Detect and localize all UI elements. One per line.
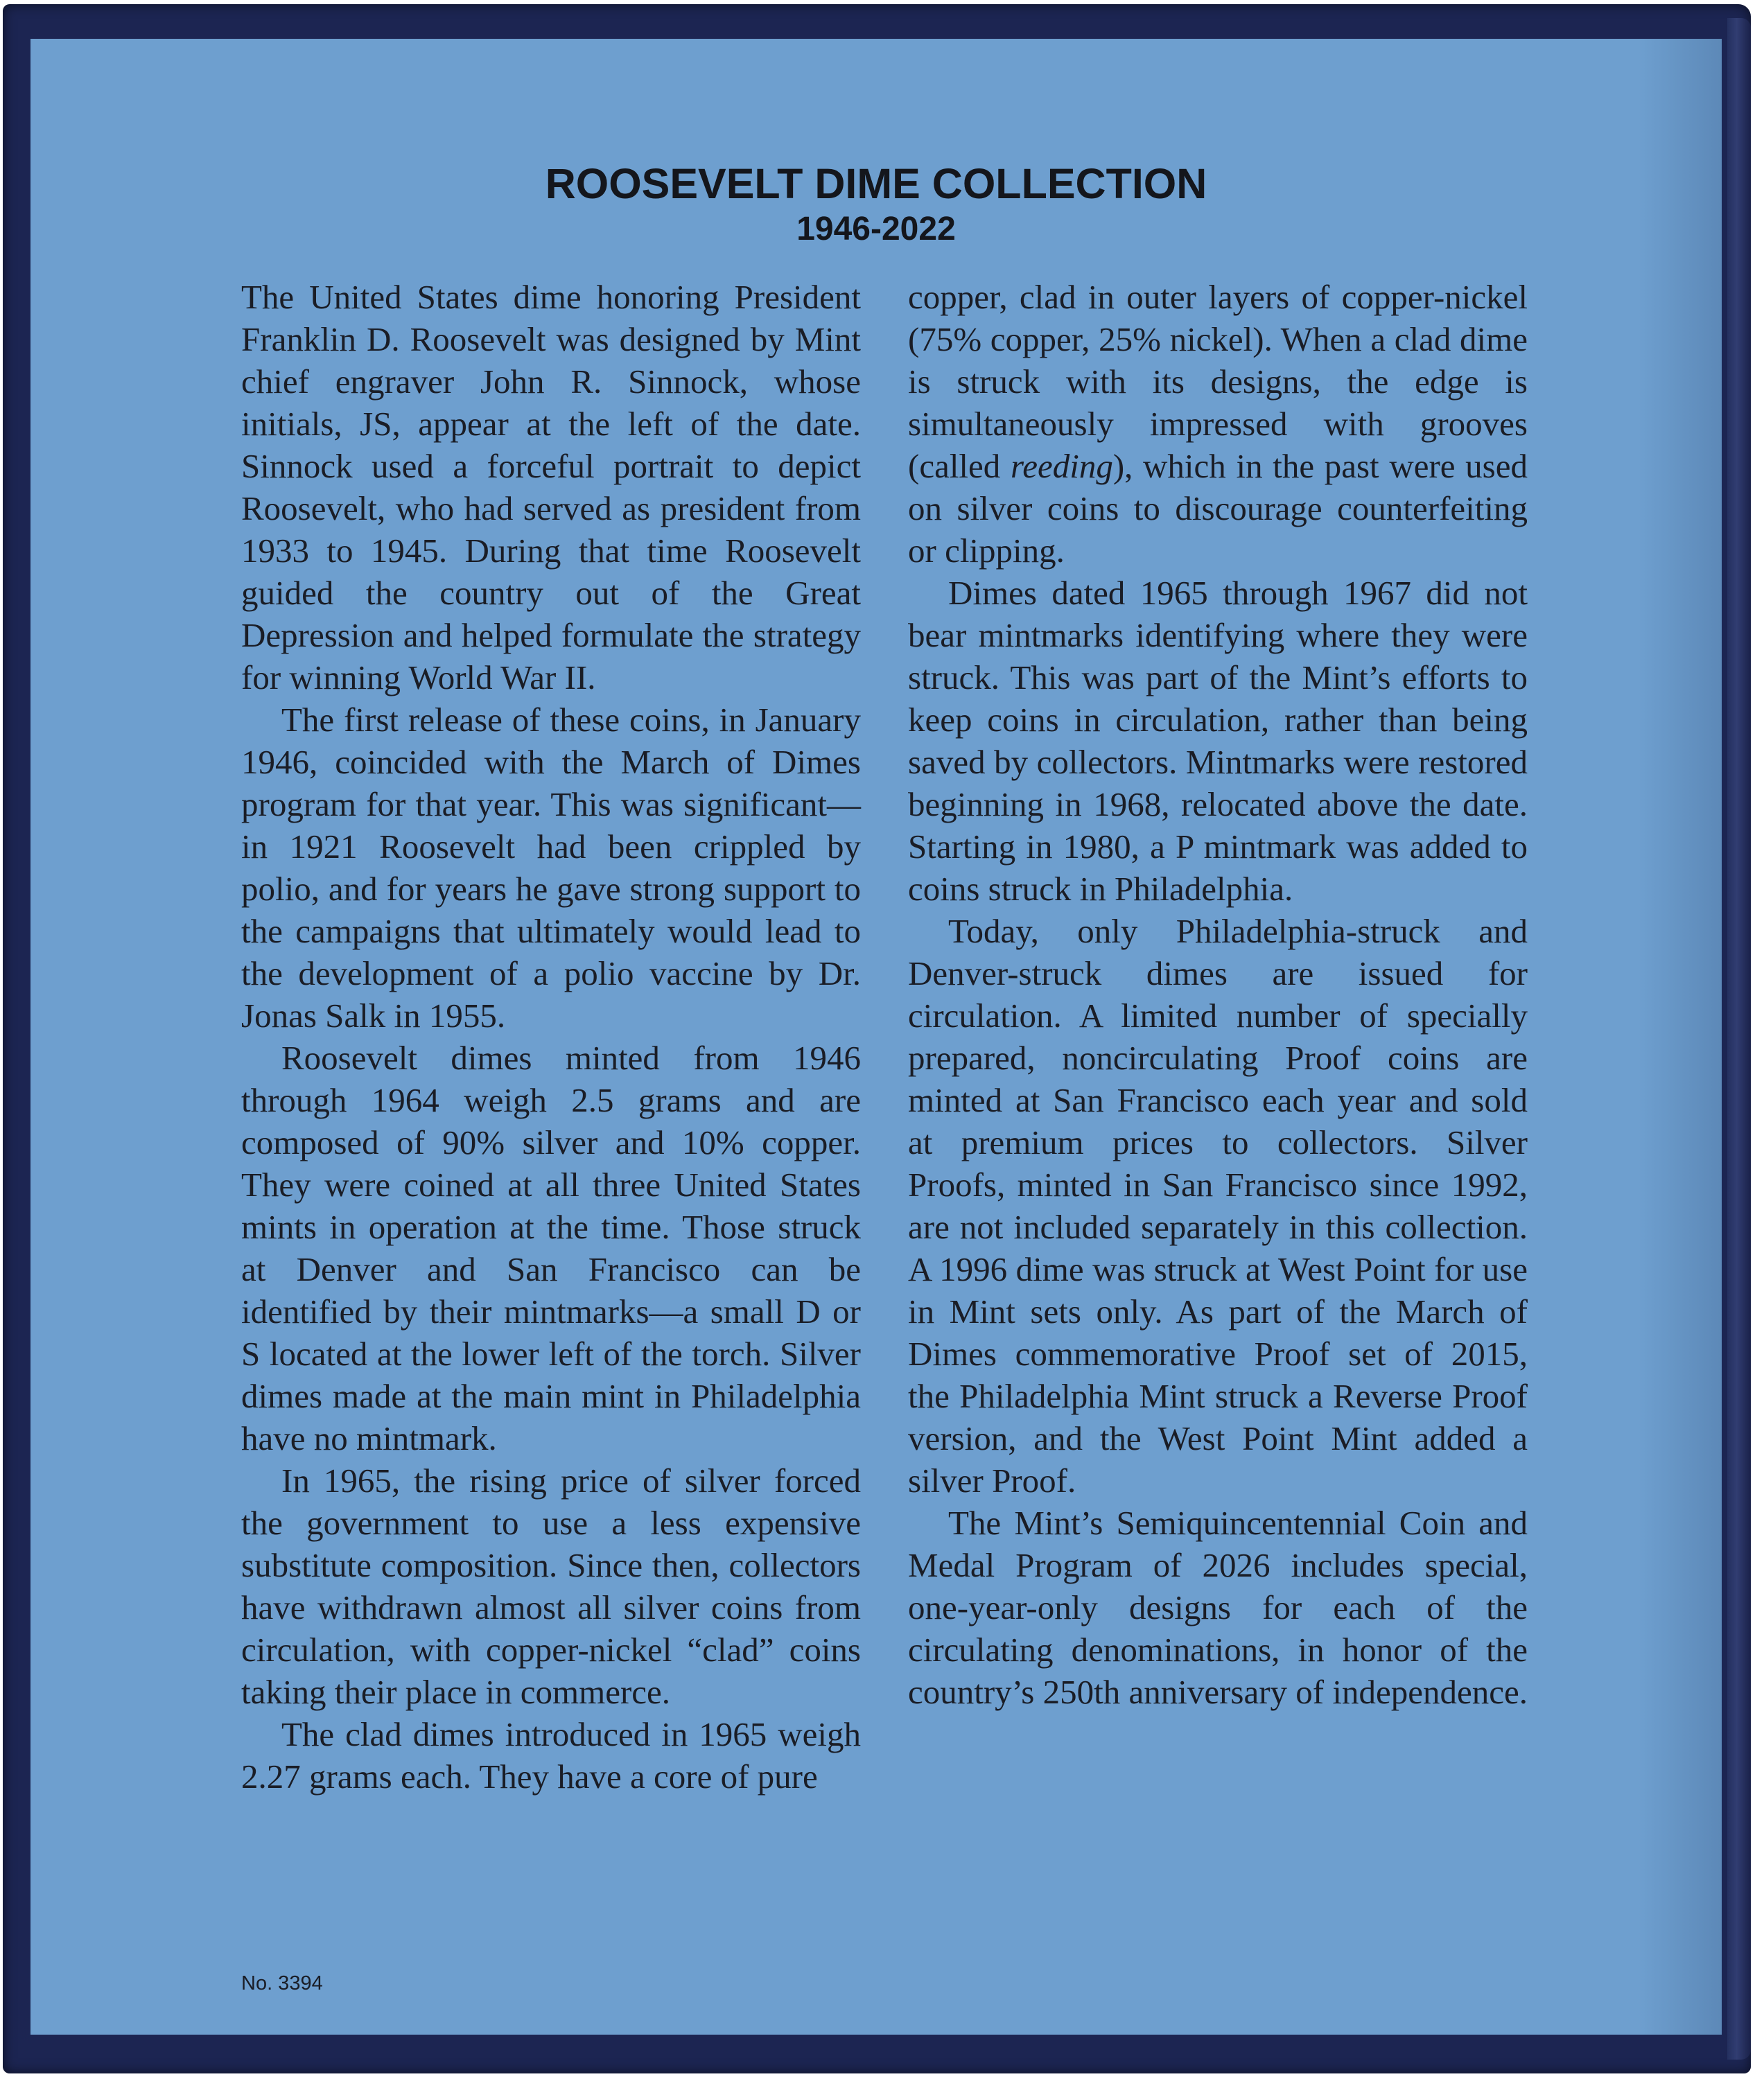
book-cover: [3, 4, 1751, 2073]
paragraph: The first release of these coins, in January 1946, coincided with the March of Dimes program for that year. This was significant—in 1921 Roosevelt had been crippled by polio, and for years he gave strong support to the campaigns that ultimately would lead to the development of a polio vaccine by Dr. Jonas Salk in 1955.: [241, 701, 861, 1035]
catalog-number: No. 3394: [241, 1972, 323, 1994]
date-range: 1946-2022: [796, 211, 956, 247]
emphasis-term: reeding: [1010, 447, 1113, 485]
paragraph: Dimes dated 1965 through 1967 did not bear mintmarks identifying where they were struck. This was part of the Mint’s efforts to keep coins in circulation, rather than being saved by collectors. Mintmarks were restored beginning in 1968, relocated above the date. Starting in 1980, a P mintmark was added to coins struck in Philadelphia.: [908, 574, 1528, 908]
paragraph: The United States dime honoring President Franklin D. Roosevelt was designed by Mint chief engraver John R. Sinnock, whose initials, JS, appear at the left of the date. Sinnock used a forceful portrait to depict Roosevelt, who had served as president from 1933 to 1945. During that time Roosevelt guided the country out of the Great Depression and helped formulate the strategy for winning World War II.: [241, 278, 861, 696]
left-column: [241, 276, 861, 1798]
right-column: [908, 276, 1528, 1713]
page-title: ROOSEVELT DIME COLLECTION: [545, 160, 1207, 207]
text-panel: [30, 39, 1722, 2035]
spine-edge: [1727, 18, 1751, 2060]
paragraph: [908, 276, 1528, 572]
paragraph-text: copper, clad in outer layers of copper-nickel (75% copper, 25% nickel). When a clad dime is struck with its designs, the edge is simultaneously impressed with grooves (called: [908, 278, 1528, 485]
paragraph: The Mint’s Semiquincentennial Coin and Medal Program of 2026 includes special, one-year-only designs for each of the circulating denominations, in honor of the country’s 250th anniversary of independence.: [908, 1504, 1528, 1711]
paragraph: In 1965, the rising price of silver forced the government to use a less expensive substitute composition. Since then, collectors have withdrawn almost all silver coins from circulation, with copper-nickel “clad” coins taking their place in commerce.: [241, 1462, 861, 1711]
paragraph-text: ), which in the past were used on silver coins to discourage counterfeiting or clipping.: [908, 447, 1528, 570]
paragraph: Roosevelt dimes minted from 1946 through 1964 weigh 2.5 grams and are composed of 90% silver and 10% copper. They were coined at all three United States mints in operation at the time. Those struck at Denver and San Francisco can be identified by their mintmarks—a small D or S located at the lower left of the torch. Silver dimes made at the main mint in Philadelphia have no mintmark.: [241, 1039, 861, 1457]
paragraph: Today, only Philadelphia-struck and Denver-struck dimes are issued for circulation. A limited number of specially prepared, noncirculating Proof coins are minted at San Francisco each year and sold at premium prices to collectors. Silver Proofs, minted in San Francisco since 1992, are not included separately in this collection. A 1996 dime was struck at West Point for use in Mint sets only. As part of the March of Dimes commemorative Proof set of 2015, the Philadelphia Mint struck a Reverse Proof version, and the West Point Mint added a silver Proof.: [908, 912, 1528, 1500]
panel-shade: [1639, 39, 1722, 2035]
paragraph: The clad dimes introduced in 1965 weigh 2.27 grams each. They have a core of pure: [241, 1715, 861, 1796]
